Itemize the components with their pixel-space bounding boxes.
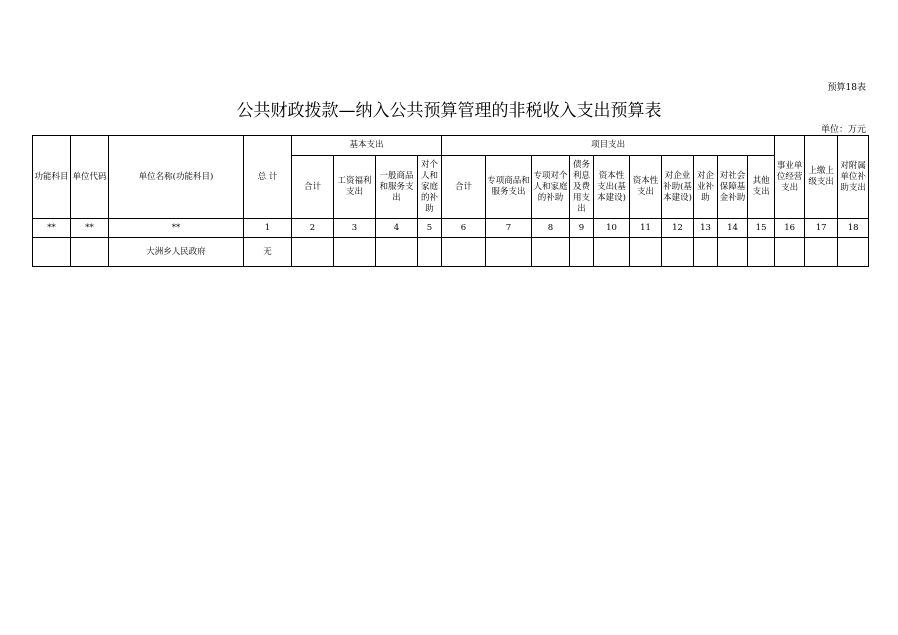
code-cell: 4	[376, 219, 418, 238]
cell-empty	[442, 238, 486, 267]
code-cell: 15	[748, 219, 775, 238]
code-cell: 3	[334, 219, 376, 238]
form-number: 预算18表	[827, 83, 866, 93]
header-unit-name: 单位名称(功能科目)	[109, 136, 244, 219]
header-total: 总 计	[244, 136, 292, 219]
header-project-sub: 债务利息及费用支出	[570, 156, 594, 219]
code-cell: 12	[662, 219, 694, 238]
header-after: 对附属单位补助支出	[838, 136, 869, 219]
code-cell: 13	[694, 219, 718, 238]
table-row	[33, 238, 869, 267]
header-project-sub: 其他支出	[748, 156, 775, 219]
header-project-sub: 资本性支出(基本建设)	[594, 156, 630, 219]
cell-empty	[662, 238, 694, 267]
code-cell: **	[109, 219, 244, 238]
code-cell: 16	[775, 219, 805, 238]
cell-empty	[630, 238, 662, 267]
cell-empty	[694, 238, 718, 267]
header-project: 项目支出	[442, 136, 775, 156]
header-basic-sub: 对个人和家庭的补助	[418, 156, 442, 219]
page-title: 公共财政拨款—纳入公共预算管理的非税收入支出预算表	[236, 101, 662, 121]
header-basic: 基本支出	[292, 136, 442, 156]
code-cell: **	[71, 219, 109, 238]
cell-unit-code	[71, 238, 109, 267]
code-cell: 10	[594, 219, 630, 238]
code-cell: 6	[442, 219, 486, 238]
cell-empty	[376, 238, 418, 267]
header-unit-code: 单位代码	[71, 136, 109, 219]
cell-empty	[418, 238, 442, 267]
cell-empty	[838, 238, 869, 267]
header-project-sub: 专项商品和服务支出	[486, 156, 532, 219]
header-after: 事业单位经营支出	[775, 136, 805, 219]
header-project-sub: 专项对个人和家庭的补助	[532, 156, 570, 219]
header-basic-sub: 合计	[292, 156, 334, 219]
code-cell: 5	[418, 219, 442, 238]
code-cell: 11	[630, 219, 662, 238]
cell-empty	[805, 238, 838, 267]
header-project-sub: 资本性支出	[630, 156, 662, 219]
cell-empty	[718, 238, 748, 267]
cell-empty	[292, 238, 334, 267]
code-cell: 9	[570, 219, 594, 238]
header-func-subject: 功能科目	[33, 136, 71, 219]
budget-table	[32, 135, 869, 267]
header-project-sub: 对企业补助	[694, 156, 718, 219]
code-cell: **	[33, 219, 71, 238]
code-cell: 1	[244, 219, 292, 238]
code-cell: 14	[718, 219, 748, 238]
code-row	[33, 219, 869, 238]
cell-empty	[594, 238, 630, 267]
code-cell: 7	[486, 219, 532, 238]
cell-empty	[532, 238, 570, 267]
header-basic-sub: 工资福利支出	[334, 156, 376, 219]
code-cell: 17	[805, 219, 838, 238]
cell-empty	[334, 238, 376, 267]
cell-empty	[486, 238, 532, 267]
header-project-sub: 对企业补助(基本建设)	[662, 156, 694, 219]
header-project-sub: 合计	[442, 156, 486, 219]
unit-label: 单位：万元	[820, 125, 866, 135]
cell-unit-name: 大洲乡人民政府	[109, 238, 244, 267]
cell-total: 无	[244, 238, 292, 267]
header-basic-sub: 一般商品和服务支出	[376, 156, 418, 219]
code-cell: 8	[532, 219, 570, 238]
code-cell: 2	[292, 219, 334, 238]
cell-empty	[748, 238, 775, 267]
cell-empty	[570, 238, 594, 267]
header-after: 上缴上级支出	[805, 136, 838, 219]
cell-func-subject	[33, 238, 71, 267]
header-project-sub: 对社会保障基金补助	[718, 156, 748, 219]
code-cell: 18	[838, 219, 869, 238]
cell-empty	[775, 238, 805, 267]
